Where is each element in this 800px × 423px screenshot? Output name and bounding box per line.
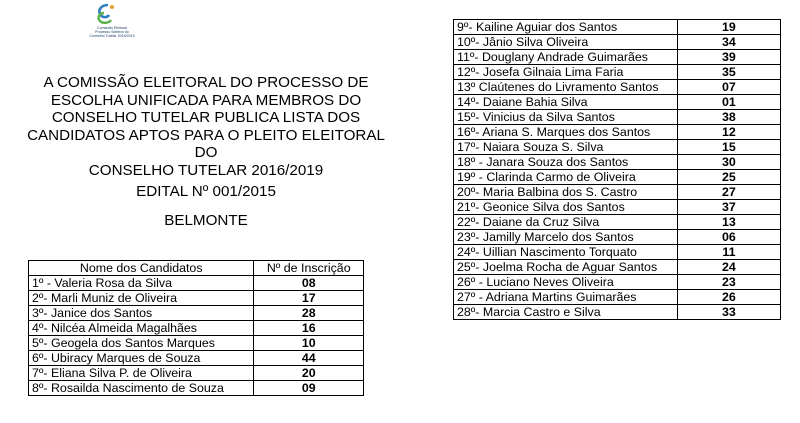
table-row <box>454 110 781 125</box>
registration-number: 06 <box>677 230 780 245</box>
candidate-name: 19º - Clarinda Carmo de Oliveira <box>454 170 678 185</box>
candidate-name: 25º- Joelma Rocha de Aguar Santos <box>454 260 678 275</box>
edital-number: EDITAL Nº 001/2015 <box>136 183 276 200</box>
candidate-name: 13º Claútenes do Livramento Santos <box>454 80 678 95</box>
registration-number: 07 <box>677 80 780 95</box>
candidate-name: 7º- Eliana Silva P. de Oliveira <box>29 366 254 381</box>
table-row <box>454 275 781 290</box>
logo-line3: Conselho Tutelar 2016/2019 <box>89 34 135 38</box>
registration-number: 44 <box>254 351 364 366</box>
registration-number: 20 <box>254 366 364 381</box>
candidate-name: 11º- Douglany Andrade Guimarães <box>454 50 678 65</box>
candidate-name: 5º- Geogela dos Santos Marques <box>29 336 254 351</box>
candidate-name: 15º- Vinicius da Silva Santos <box>454 110 678 125</box>
candidate-name: 12º- Josefa Gilnaia Lima Faria <box>454 65 678 80</box>
registration-number: 35 <box>677 65 780 80</box>
table-row <box>29 336 364 351</box>
registration-number: 33 <box>677 305 780 320</box>
registration-number: 27 <box>677 185 780 200</box>
table-row <box>454 230 781 245</box>
table-row <box>454 80 781 95</box>
registration-number: 24 <box>677 260 780 275</box>
header-candidate-name: Nome dos Candidatos <box>29 261 254 276</box>
registration-number: 09 <box>254 381 364 396</box>
heading-line: A COMISSÃO ELEITORAL DO PROCESSO DE <box>43 74 369 91</box>
table-row <box>454 125 781 140</box>
city-name: BELMONTE <box>164 212 248 229</box>
table-row <box>29 366 364 381</box>
candidate-name: 9º- Kailine Aguiar dos Santos <box>454 20 678 35</box>
logo-line1: Comissão Eleitoral <box>97 26 127 30</box>
heading-line: ESCOLHA UNIFICADA PARA MEMBROS DO <box>50 91 362 109</box>
table-row <box>454 215 781 230</box>
candidate-name: 18º - Janara Souza dos Santos <box>454 155 678 170</box>
table-row <box>454 20 781 35</box>
table-row <box>454 95 781 110</box>
candidate-name: 16º- Ariana S. Marques dos Santos <box>454 125 678 140</box>
registration-number: 10 <box>254 336 364 351</box>
candidate-name: 20º- Maria Balbina dos S. Castro <box>454 185 678 200</box>
registration-number: 23 <box>677 275 780 290</box>
commission-logo <box>82 2 135 42</box>
table-row <box>454 290 781 305</box>
registration-number: 15 <box>677 140 780 155</box>
logo-line2: Processo Seletivo do <box>95 30 129 34</box>
candidate-name: 3º- Janice dos Santos <box>29 306 254 321</box>
table-row <box>454 260 781 275</box>
candidate-name: 6º- Ubiracy Marques de Souza <box>29 351 254 366</box>
table-row <box>454 65 781 80</box>
registration-number: 12 <box>677 125 780 140</box>
announcement-heading <box>20 74 392 180</box>
table-row <box>29 351 364 366</box>
registration-number: 11 <box>677 245 780 260</box>
candidates-table-left <box>28 260 364 396</box>
registration-number: 28 <box>254 306 364 321</box>
table-row <box>454 245 781 260</box>
table-row <box>454 50 781 65</box>
candidate-name: 4º- Nilcéa Almeida Magalhães <box>29 321 254 336</box>
registration-number: 30 <box>677 155 780 170</box>
candidate-name: 21º- Geonice Silva dos Santos <box>454 200 678 215</box>
heading-line: CANDIDATOS APTOS PARA O PLEITO ELEITORAL DO <box>27 126 385 162</box>
table-row <box>29 306 364 321</box>
candidate-name: 23º- Jamilly Marcelo dos Santos <box>454 230 678 245</box>
candidate-name: 8º- Rosailda Nascimento de Souza <box>29 381 254 396</box>
heading-line: CONSELHO TUTELAR PUBLICA LISTA DOS <box>51 109 361 127</box>
logo-emblem-icon <box>92 2 122 26</box>
table-row <box>454 140 781 155</box>
table-row <box>454 155 781 170</box>
table-row <box>454 35 781 50</box>
registration-number: 37 <box>677 200 780 215</box>
candidate-name: 1º - Valeria Rosa da Silva <box>29 276 254 291</box>
candidate-name: 27º - Adriana Martins Guimarães <box>454 290 678 305</box>
table-row <box>29 291 364 306</box>
table-row <box>29 321 364 336</box>
candidate-name: 22º- Daiane da Cruz Silva <box>454 215 678 230</box>
registration-number: 39 <box>677 50 780 65</box>
registration-number: 19 <box>677 20 780 35</box>
candidate-name: 17º- Naiara Souza S. Silva <box>454 140 678 155</box>
table-row <box>454 305 781 320</box>
heading-line: CONSELHO TUTELAR 2016/2019 <box>88 161 324 179</box>
table-header-row <box>29 261 364 276</box>
table-row <box>454 185 781 200</box>
header-registration-number: Nº de Inscrição <box>254 261 364 276</box>
table-row <box>454 200 781 215</box>
candidate-name: 10º- Jânio Silva Oliveira <box>454 35 678 50</box>
registration-number: 38 <box>677 110 780 125</box>
registration-number: 08 <box>254 276 364 291</box>
registration-number: 34 <box>677 35 780 50</box>
registration-number: 13 <box>677 215 780 230</box>
candidate-name: 2º- Marli Muniz de Oliveira <box>29 291 254 306</box>
registration-number: 17 <box>254 291 364 306</box>
table-row <box>29 381 364 396</box>
table-row <box>454 170 781 185</box>
candidate-name: 24º- Uillian Nascimento Torquato <box>454 245 678 260</box>
candidates-table-right <box>453 19 781 320</box>
registration-number: 01 <box>677 95 780 110</box>
registration-number: 26 <box>677 290 780 305</box>
registration-number: 16 <box>254 321 364 336</box>
table-row <box>29 276 364 291</box>
registration-number: 25 <box>677 170 780 185</box>
candidate-name: 14º- Daiane Bahia Silva <box>454 95 678 110</box>
candidate-name: 28º- Marcia Castro e Silva <box>454 305 678 320</box>
candidate-name: 26º - Luciano Neves Oliveira <box>454 275 678 290</box>
